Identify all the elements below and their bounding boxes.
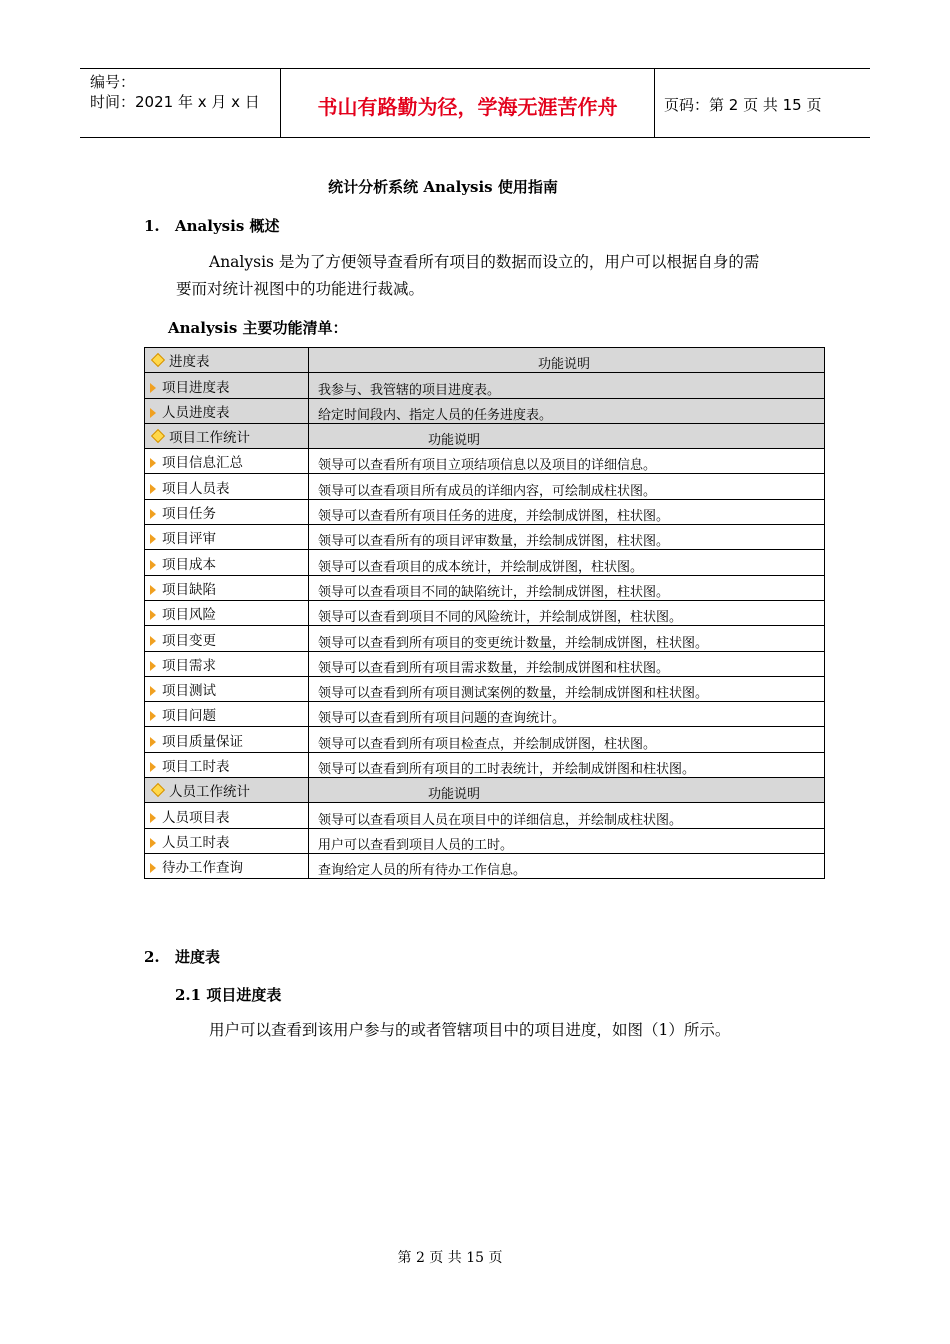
header-page-cell xyxy=(654,69,870,137)
arrow-bullet-icon xyxy=(150,863,156,873)
function-name: 项目问题 xyxy=(162,708,216,725)
function-desc-cell xyxy=(309,423,825,448)
table-row xyxy=(145,702,825,727)
table-row xyxy=(145,550,825,575)
arrow-bullet-icon xyxy=(150,686,156,696)
function-description: 领导可以查看到所有项目检查点，并绘制成饼图，柱状图。 xyxy=(318,736,657,752)
table-row xyxy=(145,626,825,651)
function-description: 领导可以查看所有的项目评审数量，并绘制成饼图，柱状图。 xyxy=(318,534,670,550)
function-name: 项目缺陷 xyxy=(162,581,216,598)
document-title: 统计分析系统 Analysis 使用指南 xyxy=(328,178,558,196)
header-motto-cell xyxy=(280,69,655,137)
page-info: 页码：第 2 页 共 15 页 xyxy=(664,96,822,114)
table-row xyxy=(145,373,825,398)
section-1-heading xyxy=(144,215,280,236)
function-name-cell xyxy=(145,525,309,550)
arrow-bullet-icon xyxy=(150,636,156,646)
function-description: 领导可以查看项目不同的缺陷统计，并绘制成饼图，柱状图。 xyxy=(318,584,670,600)
function-description: 领导可以查看项目的成本统计，并绘制成饼图，柱状图。 xyxy=(318,559,644,575)
function-description: 给定时间段内、指定人员的任务进度表。 xyxy=(318,407,553,423)
function-name: 项目信息汇总 xyxy=(162,455,243,472)
function-name-cell xyxy=(145,778,309,803)
function-desc-cell xyxy=(309,398,825,423)
function-description: 领导可以查看到项目不同的风险统计，并绘制成饼图，柱状图。 xyxy=(318,610,683,626)
section-1-paragraph-line1: Analysis 是为了方便领导查看所有项目的数据而设立的，用户可以根据自身的需 xyxy=(209,253,760,271)
function-desc-cell xyxy=(309,499,825,524)
section-2-heading xyxy=(144,946,220,967)
section-2-paragraph: 用户可以查看到该用户参与的或者管辖项目中的项目进度，如图（1）所示。 xyxy=(209,1021,731,1039)
arrow-bullet-icon xyxy=(150,484,156,494)
diamond-bullet-icon xyxy=(151,429,165,443)
document-header xyxy=(80,68,870,138)
function-name: 人员工时表 xyxy=(162,834,230,851)
function-name-cell xyxy=(145,702,309,727)
arrow-bullet-icon xyxy=(150,383,156,393)
table-section-row xyxy=(145,348,825,373)
function-desc-cell xyxy=(309,803,825,828)
function-name: 项目评审 xyxy=(162,531,216,548)
function-name: 项目任务 xyxy=(162,506,216,523)
arrow-bullet-icon xyxy=(150,408,156,418)
function-desc-cell xyxy=(309,727,825,752)
section-2-title: 进度表 xyxy=(175,948,221,966)
table-row xyxy=(145,499,825,524)
table-row xyxy=(145,525,825,550)
function-desc-cell xyxy=(309,550,825,575)
function-description: 领导可以查看到所有项目问题的查询统计。 xyxy=(318,711,566,727)
arrow-bullet-icon xyxy=(150,509,156,519)
time-label: 时间：2021 年 x 月 x 日 xyxy=(90,93,260,111)
table-row xyxy=(145,853,825,878)
function-name-cell xyxy=(145,676,309,701)
function-name: 项目测试 xyxy=(162,683,216,700)
function-description: 用户可以查看到项目人员的工时。 xyxy=(318,837,514,853)
function-name: 项目工作统计 xyxy=(169,430,250,447)
arrow-bullet-icon xyxy=(150,458,156,468)
function-name: 项目风险 xyxy=(162,607,216,624)
page-footer: 第 2 页 共 15 页 xyxy=(397,1250,503,1266)
function-name: 人员工作统计 xyxy=(169,784,250,801)
function-name-cell xyxy=(145,803,309,828)
table-row xyxy=(145,651,825,676)
function-description: 我参与、我管辖的项目进度表。 xyxy=(318,382,501,398)
function-name: 项目进度表 xyxy=(162,379,230,396)
function-description: 领导可以查看所有项目任务的进度，并绘制成饼图，柱状图。 xyxy=(318,509,670,525)
function-desc-cell xyxy=(309,676,825,701)
function-desc-cell xyxy=(309,702,825,727)
number-label: 编号： xyxy=(90,73,136,91)
function-name-cell xyxy=(145,373,309,398)
table-section-row xyxy=(145,423,825,448)
function-description: 领导可以查看到所有项目需求数量，并绘制成饼图和柱状图。 xyxy=(318,660,670,676)
function-desc-cell xyxy=(309,525,825,550)
function-description: 领导可以查看到所有项目的变更统计数量，并绘制成饼图，柱状图。 xyxy=(318,635,709,651)
function-desc-cell xyxy=(309,575,825,600)
function-name: 项目成本 xyxy=(162,556,216,573)
function-name: 项目需求 xyxy=(162,657,216,674)
section-1-number: 1. xyxy=(144,217,160,235)
function-name: 人员进度表 xyxy=(162,404,230,421)
function-name-cell xyxy=(145,449,309,474)
function-name: 人员项目表 xyxy=(162,809,230,826)
arrow-bullet-icon xyxy=(150,534,156,544)
section-2-number: 2. xyxy=(144,948,160,966)
function-name-cell xyxy=(145,727,309,752)
subsection-2-1-title: 2.1 项目进度表 xyxy=(175,986,282,1004)
function-description: 领导可以查看到所有项目的工时表统计，并绘制成饼图和柱状图。 xyxy=(318,762,696,778)
header-meta-cell xyxy=(80,69,280,137)
arrow-bullet-icon xyxy=(150,762,156,772)
function-desc-cell xyxy=(309,626,825,651)
function-name: 项目变更 xyxy=(162,632,216,649)
function-desc-cell xyxy=(309,752,825,777)
arrow-bullet-icon xyxy=(150,560,156,570)
function-desc-cell xyxy=(309,828,825,853)
function-name: 进度表 xyxy=(169,354,210,371)
function-desc-cell xyxy=(309,600,825,625)
table-row xyxy=(145,398,825,423)
function-desc-cell xyxy=(309,474,825,499)
function-name: 项目人员表 xyxy=(162,480,230,497)
function-desc-cell xyxy=(309,778,825,803)
diamond-bullet-icon xyxy=(151,353,165,367)
arrow-bullet-icon xyxy=(150,838,156,848)
table-row xyxy=(145,727,825,752)
function-list-title: Analysis 主要功能清单： xyxy=(168,319,348,337)
arrow-bullet-icon xyxy=(150,813,156,823)
function-description: 领导可以查看到所有项目测试案例的数量，并绘制成饼图和柱状图。 xyxy=(318,686,709,702)
diamond-bullet-icon xyxy=(151,783,165,797)
function-name-cell xyxy=(145,853,309,878)
function-description: 领导可以查看所有项目立项结项信息以及项目的详细信息。 xyxy=(318,458,657,474)
function-description: 查询给定人员的所有待办工作信息。 xyxy=(318,863,527,879)
function-name-cell xyxy=(145,474,309,499)
function-desc-cell xyxy=(309,373,825,398)
arrow-bullet-icon xyxy=(150,661,156,671)
function-name-cell xyxy=(145,600,309,625)
column-header-label: 功能说明 xyxy=(538,357,591,373)
table-row xyxy=(145,676,825,701)
function-name-cell xyxy=(145,828,309,853)
section-1-paragraph-line2: 要而对统计视图中的功能进行裁减。 xyxy=(176,280,425,298)
function-name-cell xyxy=(145,752,309,777)
function-description: 领导可以查看项目所有成员的详细内容，可绘制成柱状图。 xyxy=(318,483,657,499)
function-name-cell xyxy=(145,499,309,524)
function-name-cell xyxy=(145,575,309,600)
motto: 书山有路勤为径，学海无涯苦作舟 xyxy=(317,95,618,119)
function-name: 待办工作查询 xyxy=(162,860,243,877)
table-row xyxy=(145,575,825,600)
column-header-label: 功能说明 xyxy=(428,433,481,449)
function-name-cell xyxy=(145,651,309,676)
table-row xyxy=(145,803,825,828)
function-desc-cell xyxy=(309,348,825,373)
arrow-bullet-icon xyxy=(150,610,156,620)
arrow-bullet-icon xyxy=(150,711,156,721)
function-description: 领导可以查看项目人员在项目中的详细信息，并绘制成柱状图。 xyxy=(318,812,683,828)
table-row xyxy=(145,600,825,625)
function-desc-cell xyxy=(309,853,825,878)
function-table xyxy=(144,347,825,879)
function-name-cell xyxy=(145,423,309,448)
arrow-bullet-icon xyxy=(150,737,156,747)
column-header-label: 功能说明 xyxy=(428,787,481,803)
function-name-cell xyxy=(145,626,309,651)
arrow-bullet-icon xyxy=(150,585,156,595)
function-name: 项目工时表 xyxy=(162,759,230,776)
function-desc-cell xyxy=(309,651,825,676)
section-1-title: Analysis 概述 xyxy=(175,217,280,235)
table-row xyxy=(145,828,825,853)
table-section-row xyxy=(145,778,825,803)
function-desc-cell xyxy=(309,449,825,474)
function-name: 项目质量保证 xyxy=(162,733,243,750)
function-name-cell xyxy=(145,398,309,423)
function-name-cell xyxy=(145,348,309,373)
table-row xyxy=(145,752,825,777)
table-row xyxy=(145,449,825,474)
table-row xyxy=(145,474,825,499)
function-name-cell xyxy=(145,550,309,575)
